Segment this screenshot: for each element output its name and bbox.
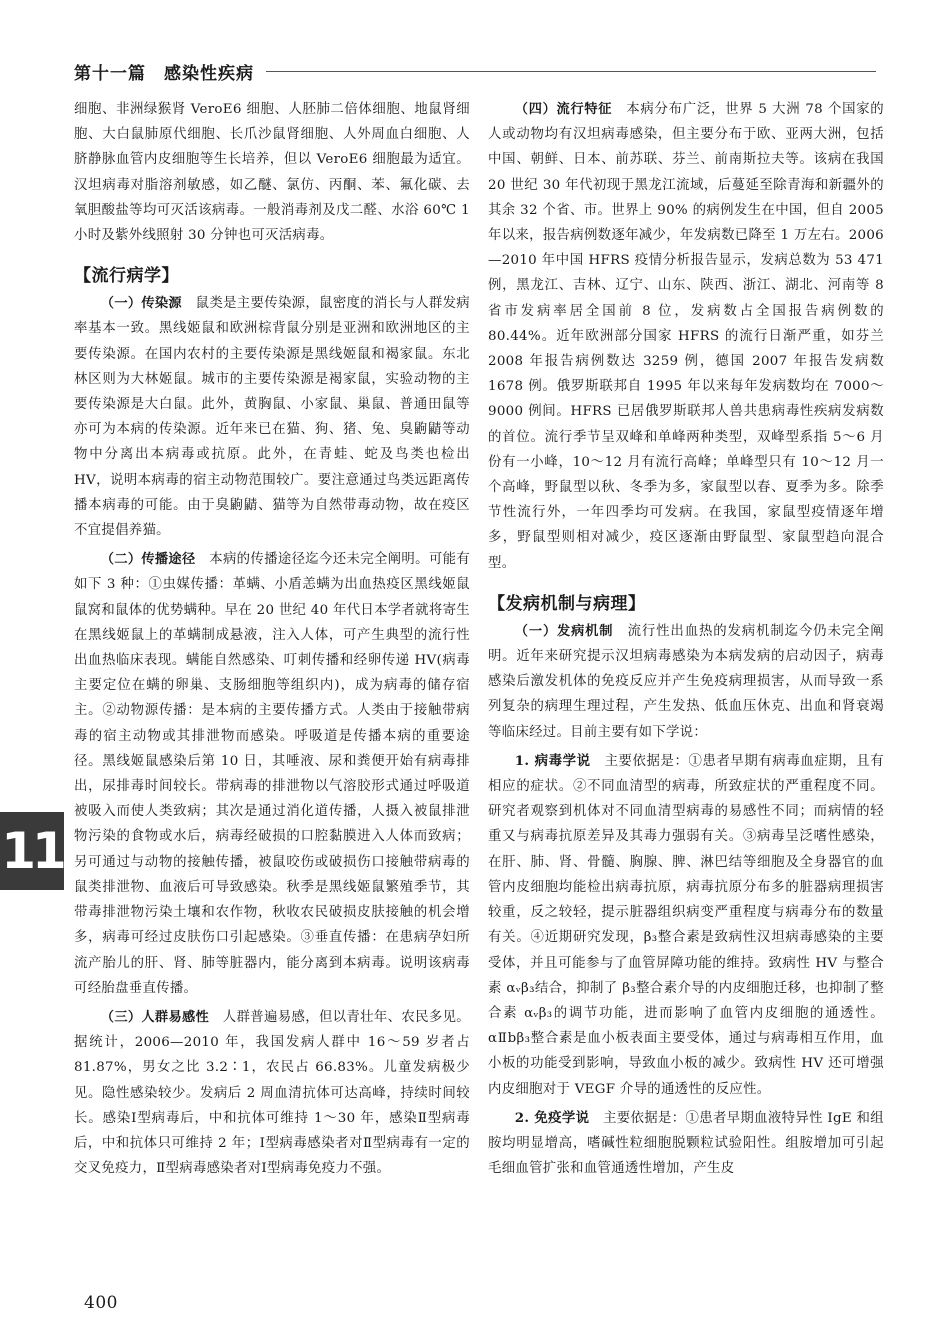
subheading-epidemic-features: （四）流行特征 bbox=[514, 102, 613, 117]
intro-paragraph: 细胞、非洲绿猴肾 VeroE6 细胞、人胚肺二倍体细胞、地鼠肾细胞、大白鼠肺原代细胞、长爪沙鼠肾细胞、人外周血白细胞、人脐静脉血管内皮细胞等生长培养，但以 VeroE6 细胞最为适宜。汉坦病毒对脂溶剂敏感，如乙醚、氯仿、丙酮、苯、氟化碳、去氧胆酸盐等均可灭活该病毒。一般消毒剂及戊二醛、水浴 60℃ 1 小时及紫外线照射 30 分钟也可灭活病毒。 bbox=[74, 102, 470, 244]
right-column bbox=[488, 97, 884, 1181]
paragraph-virus-theory bbox=[488, 749, 884, 1102]
subheading-mechanism: （一）发病机制 bbox=[514, 623, 614, 639]
subheading-immune-theory: 2. 免疫学说 bbox=[514, 1109, 590, 1126]
paragraph-susceptibility bbox=[74, 1005, 470, 1181]
paragraph-epidemic-features bbox=[488, 97, 884, 576]
subheading-transmission-route: （二）传播途径 bbox=[100, 552, 196, 568]
running-header bbox=[74, 54, 876, 88]
paragraph-infection-source bbox=[74, 291, 470, 543]
section-heading-epidemiology: 【流行病学】 bbox=[74, 266, 179, 287]
subheading-virus-theory: 1. 病毒学说 bbox=[514, 752, 591, 769]
text-virus-theory: 主要依据是：①患者早期有病毒血症期，且有相应的症状。②不同血清型的病毒，所致症状的严重程度不同。研究者观察到机体对不同血清型病毒的易感性不同；而病情的轻重又与病毒抗原差异及其毒力强弱有关。③病毒呈泛嗜性感染，在肝、肺、肾、骨髓、胸腺、脾、淋巴结等细胞及全身器官的血管内皮细胞均能检出病毒抗原，病毒抗原分布多的脏器病理损害较重，反之较轻，提示脏器组织病变严重程度与病毒分布的数量有关。④近期研究发现，β₃整合素是致病性汉坦病毒感染的主要受体，并且可能参与了血管屏障功能的维持。致病性 HV 与整合素 αᵥβ₃结合，抑制了 β₃整合素介导的内皮细胞迁移，也抑制了整合素 αᵥβ₃的调节功能，进而影响了血管内皮细胞的通透性。αⅡbβ₃整合素是血小板表面主要受体，通过与病毒相互作用，血小板的功能受到影响，导致血小板的减少。致病性 HV 还可增强内皮细胞对于 VEGF 介导的通透性的反应性。 bbox=[488, 753, 884, 1097]
page-number: 400 bbox=[84, 1293, 118, 1313]
chapter-tab: 11 bbox=[0, 812, 64, 890]
paragraph-immune-theory bbox=[488, 1106, 884, 1182]
header-rule bbox=[266, 71, 876, 72]
subheading-susceptibility: （三）人群易感性 bbox=[100, 1009, 210, 1025]
text-epidemic-features: 本病分布广泛，世界 5 大洲 78 个国家的人或动物均有汉坦病毒感染，但主要分布于欧、亚两大洲，包括中国、朝鲜、日本、前苏联、芬兰、前南斯拉夫等。该病在我国 20 世纪 30 年代初现于黑龙江流域，后蔓延至除青海和新疆外的其余 32 个省、市。世界上 90% 的病例发生在中国，但自 2005 年以来，报告病例数逐年减少，年发病数已降至 1 万左右。2006—2010 年中国 HFRS 疫情分析报告显示，发病总数为 53 471 例，黑龙江、吉林、辽宁、山东、陕西、浙江、湖北、河南等 8 省市发病率居全国前 8 位，发病数占全国报告病例数的 80.44%。近年欧洲部分国家 HFRS 的流行日渐严重，如芬兰 2008 年报告病例数达 3259 例，德国 2007 年报告发病数 1678 例。俄罗斯联邦自 1995 年以来每年发病数均在 7000～9000 例间。HFRS 已居俄罗斯联邦人兽共患病毒性疾病发病数的首位。流行季节呈双峰和单峰两种类型，双峰型系指 5～6 月份有一小峰，10～12 月有流行高峰；单峰型只有 10～12 月一个高峰，野鼠型以秋、冬季为多，家鼠型以春、夏季为多。除季节性流行外，一年四季均可发病。在我国，家鼠型疫情逐年增多，野鼠型则相对减少，疫区逐渐由野鼠型、家鼠型趋向混合型。 bbox=[488, 102, 884, 571]
left-column bbox=[74, 97, 470, 1181]
text-immune-theory: 主要依据是：①患者早期血液特异性 IgE 和组胺均明显增高，嗜碱性粒细胞脱颗粒试验阳性。组胺增加可引起毛细血管扩张和血管通透性增加，产生皮 bbox=[488, 1110, 884, 1177]
text-mechanism: 流行性出血热的发病机制迄今仍未完全阐明。近年来研究提示汉坦病毒感染为本病发病的启动因子，病毒感染后激发机体的免疫反应并产生免疫病理损害，从而导致一系列复杂的病理生理过程，产生发热、低血压休克、出血和肾衰竭等临床经过。目前主要有如下学说： bbox=[488, 623, 884, 740]
subheading-infection-source: （一）传染源 bbox=[100, 296, 182, 312]
section-heading-pathogenesis: 【发病机制与病理】 bbox=[488, 593, 646, 614]
text-transmission-route: 本病的传播途径迄今还未完全阐明。可能有如下 3 种：①虫媒传播：革螨、小盾恙螨为出血热疫区黑线姬鼠鼠窝和鼠体的优势螨种。早在 20 世纪 40 年代日本学者就将寄生在黑线姬鼠上的革螨制成悬液，注入人体，可产生典型的流行性出血热临床表现。螨能自然感染、叮刺传播和经卵传递 HV(病毒主要定位在螨的卵巢、支肠细胞等组织内)，成为病毒的储存宿主。②动物源传播：是本病的主要传播方式。人类由于接触带病毒的宿主动物或其排泄物而感染。呼吸道是传播本病的重要途径。黑线姬鼠感染后第 10 日，其唾液、尿和粪便开始有病毒排出，尿排毒时间较长。带病毒的排泄物以气溶胶形式通过呼吸道被吸入而使人类致病；其次是通过消化道传播，人摄入被鼠排泄物污染的食物或水后，病毒经破损的口腔黏膜进入人体而致病；另可通过与动物的接触传播，被鼠咬伤或破损伤口接触带病毒的鼠类排泄物、血液后可导致感染。秋季是黑线姬鼠繁殖季节，其带毒排泄物污染土壤和农作物，秋收农民破损皮肤接触的机会增多，病毒可经过皮肤伤口引起感染。③垂直传播：在患病孕妇所流产胎儿的肝、肾、肺等脏器内，能分离到本病毒。说明该病毒可经胎盘垂直传播。 bbox=[74, 552, 471, 996]
text-susceptibility: 人群普遍易感，但以青壮年、农民多见。据统计，2006—2010 年，我国发病人群中 16～59 岁者占 81.87%，男女之比 3.2∶1，农民占 66.83%。儿童发病极少见。隐性感染较少。发病后 2 周血清抗体可达高峰，持续时间较长。感染Ⅰ型病毒后，中和抗体可维持 1～30 年，感染Ⅱ型病毒后，中和抗体只可维持 2 年；Ⅰ型病毒感染者对Ⅱ型病毒有一定的交叉免疫力，Ⅱ型病毒感染者对Ⅰ型病毒免疫力不强。 bbox=[74, 1009, 470, 1177]
paragraph-transmission-route bbox=[74, 547, 470, 1001]
paragraph-mechanism bbox=[488, 619, 884, 745]
text-infection-source: 鼠类是主要传染源，鼠密度的消长与人群发病率基本一致。黑线姬鼠和欧洲棕背鼠分别是亚洲和欧洲地区的主要传染源。在国内农村的主要传染源是黑线姬鼠和褐家鼠。东北林区则为大林姬鼠。城市的主要传染源是褐家鼠，实验动物的主要传染源是大白鼠。此外，黄胸鼠、小家鼠、巢鼠、普通田鼠等亦可为本病的传染源。近年来已在猫、狗、猪、兔、臭鼩鼱等动物中分离出本病毒或抗原。此外，在青蛙、蛇及鸟类也检出 HV，说明本病毒的宿主动物范围较广。要注意通过鸟类远距离传播本病毒的可能。由于臭鼩鼱、猫等为自然带毒动物，故在疫区不宜提倡养猫。 bbox=[74, 296, 470, 539]
header-title: 第十一篇 感染性疾病 bbox=[74, 63, 254, 84]
